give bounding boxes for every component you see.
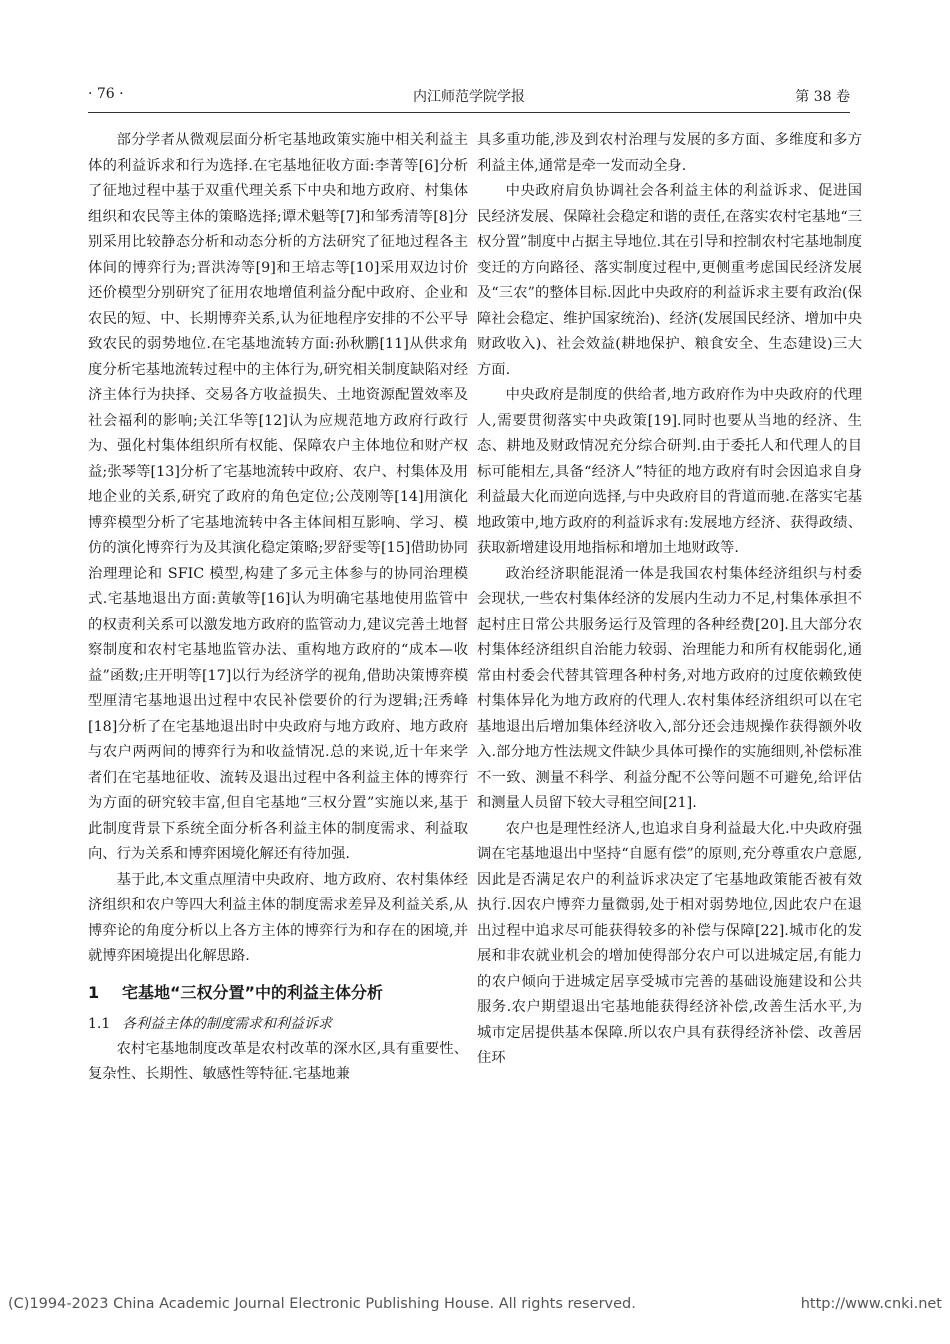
section-title: 宅基地“三权分置”中的利益主体分析 <box>122 982 384 1002</box>
paragraph: 农村宅基地制度改革是农村改革的深水区,具有重要性、复杂性、长期性、敏感性等特征.宅基地兼 <box>88 1040 468 1082</box>
section-number: 1 <box>88 982 100 1002</box>
paragraph: 基于此,本文重点厘清中央政府、地方政府、农村集体经济组织和农户等四大利益主体的制度需求差异及利益关系,从博弈论的角度分析以上各方主体的博弈行为和存在的困境,并就博弈困境提出化解思路. <box>88 871 468 964</box>
header-rule <box>88 112 850 113</box>
website-link[interactable]: http://www.cnki.net <box>800 1296 942 1312</box>
paragraph-continued: 具多重功能,涉及到农村治理与发展的多方面、多维度和多方利益主体,通常是牵一发而动全身. <box>477 132 862 174</box>
right-column <box>477 128 862 1072</box>
section-heading <box>88 980 468 1006</box>
paragraph: 政治经济职能混淆一体是我国农村集体经济组织与村委会现状,一些农村集体经济的发展内生动力不足,村集体承担不起村庄日常公共服务运行及管理的各种经费[20].且大部分农村集体经济组织自治能力较弱、治理能力和所有权能弱化,通常由村委会代替其管理各种村务,对地方政府的过度依赖致使村集体异化为地方政府的代理人.农村集体经济组织可以在宅基地退出后增加集体经济收入,部分还会违规操作获得额外收入.部分地方性法规文件缺少具体可操作的实施细则,补偿标准不一致、测量不科学、利益分配不公等问题不可避免,给评估和测量人员留下较大寻租空间[21]. <box>477 565 862 811</box>
paragraph: 中央政府肩负协调社会各利益主体的利益诉求、促进国民经济发展、保障社会稳定和谐的责任,在落实农村宅基地“三权分置”制度中占据主导地位.其在引导和控制农村宅基地制度变迁的方向路径、落实制度过程中,更侧重考虑国民经济发展及“三农”的整体目标.因此中央政府的利益诉求主要有政治(保障社会稳定、维护国家统治)、经济(发展国民经济、增加中央财政收入)、社会效益(耕地保护、粮食安全、生态建设)三大方面. <box>477 183 862 378</box>
paragraph: 部分学者从微观层面分析宅基地政策实施中相关利益主体的利益诉求和行为选择.在宅基地征收方面:李菁等[6]分析了征地过程中基于双重代理关系下中央和地方政府、村集体组织和农民等主体的策略选择;谭术魁等[7]和邹秀清等[8]分别采用比较静态分析和动态分析的方法研究了征地过程各主体间的博弈行为;晋洪涛等[9]和王培志等[10]采用双边讨价还价模型分别研究了征用农地增值利益分配中政府、企业和农民的短、中、长期博弈关系,认为征地程序安排的不公平导致农民的弱势地位.在宅基地流转方面:孙秋鹏[11]从供求角度分析宅基地流转过程中的主体行为,研究相关制度缺陷对经济主体行为抉择、交易各方收益损失、土地资源配置效率及社会福利的影响;关江华等[12]认为应规范地方政府行政行为、强化村集体组织所有权能、保障农户主体地位和财产权益;张琴等[13]分析了宅基地流转中政府、农户、村集体及用地企业的关系,研究了政府的角色定位;公茂刚等[14]用演化博弈模型分析了宅基地流转中各主体间相互影响、学习、模仿的演化博弈行为及其演化稳定策略;罗舒雯等[15]借助协同治理理论和 SFIC 模型,构建了多元主体参与的协同治理模式.宅基地退出方面:黄敏等[16]认为明确宅基地使用监管中的权责利关系可以激发地方政府的监管动力,建议完善土地督察制度和农村宅基地监管办法、重构地方政府的“成本—收益”函数;庄开明等[17]以行为经济学的视角,借助决策博弈模型厘清宅基地退出过程中农民补偿要价的行为逻辑;汪秀峰[18]分析了在宅基地退出时中央政府与地方政府、地方政府与农户两两间的博弈行为和收益情况.总的来说,近十年来学者们在宅基地征收、流转及退出过程中各利益主体的博弈行为方面的研究较丰富,但自宅基地“三权分置”实施以来,基于此制度背景下系统全面分析各利益主体的制度需求、利益取向、行为关系和博弈困境化解还有待加强. <box>88 132 468 862</box>
copyright-text: (C)1994-2023 China Academic Journal Electronic Publishing House. All rights reserved. <box>8 1296 636 1312</box>
subsection-title: 各利益主体的制度需求和利益诉求 <box>122 1015 332 1032</box>
subsection-heading <box>88 1012 468 1037</box>
journal-title: 内江师范学院学报 <box>413 89 525 105</box>
page-number: · 76 · <box>88 86 124 102</box>
paragraph: 中央政府是制度的供给者,地方政府作为中央政府的代理人,需要贯彻落实中央政策[19].同时也要从当地的经济、生态、耕地及财政情况充分综合研判.由于委托人和代理人的目标可能相左,具备“经济人”特征的地方政府有时会因追求自身利益最大化而逆向选择,与中央政府目的背道而驰.在落实宅基地政策中,地方政府的利益诉求有:发展地方经济、获得政绩、获取新增建设用地指标和增加土地财政等. <box>477 387 862 556</box>
left-column <box>88 128 468 1088</box>
running-header <box>88 86 850 110</box>
volume-label: 第 38 卷 <box>795 89 850 105</box>
paragraph: 农户也是理性经济人,也追求自身利益最大化.中央政府强调在宅基地退出中坚持“自愿有偿”的原则,充分尊重农户意愿,因此是否满足农户的利益诉求决定了宅基地政策能否被有效执行.因农户博弈力量微弱,处于相对弱势地位,因此农户在退出过程中追求尽可能获得较多的补偿与保障[22].城市化的发展和非农就业机会的增加使得部分农户可以进城定居,有能力的农户倾向于进城定居享受城市完善的基础设施建设和公共服务.农户期望退出宅基地能获得经济补偿,改善生活水平,为城市定居提供基本保障.所以农户具有获得经济补偿、改善居住环 <box>477 820 862 1066</box>
subsection-number: 1.1 <box>88 1015 111 1032</box>
